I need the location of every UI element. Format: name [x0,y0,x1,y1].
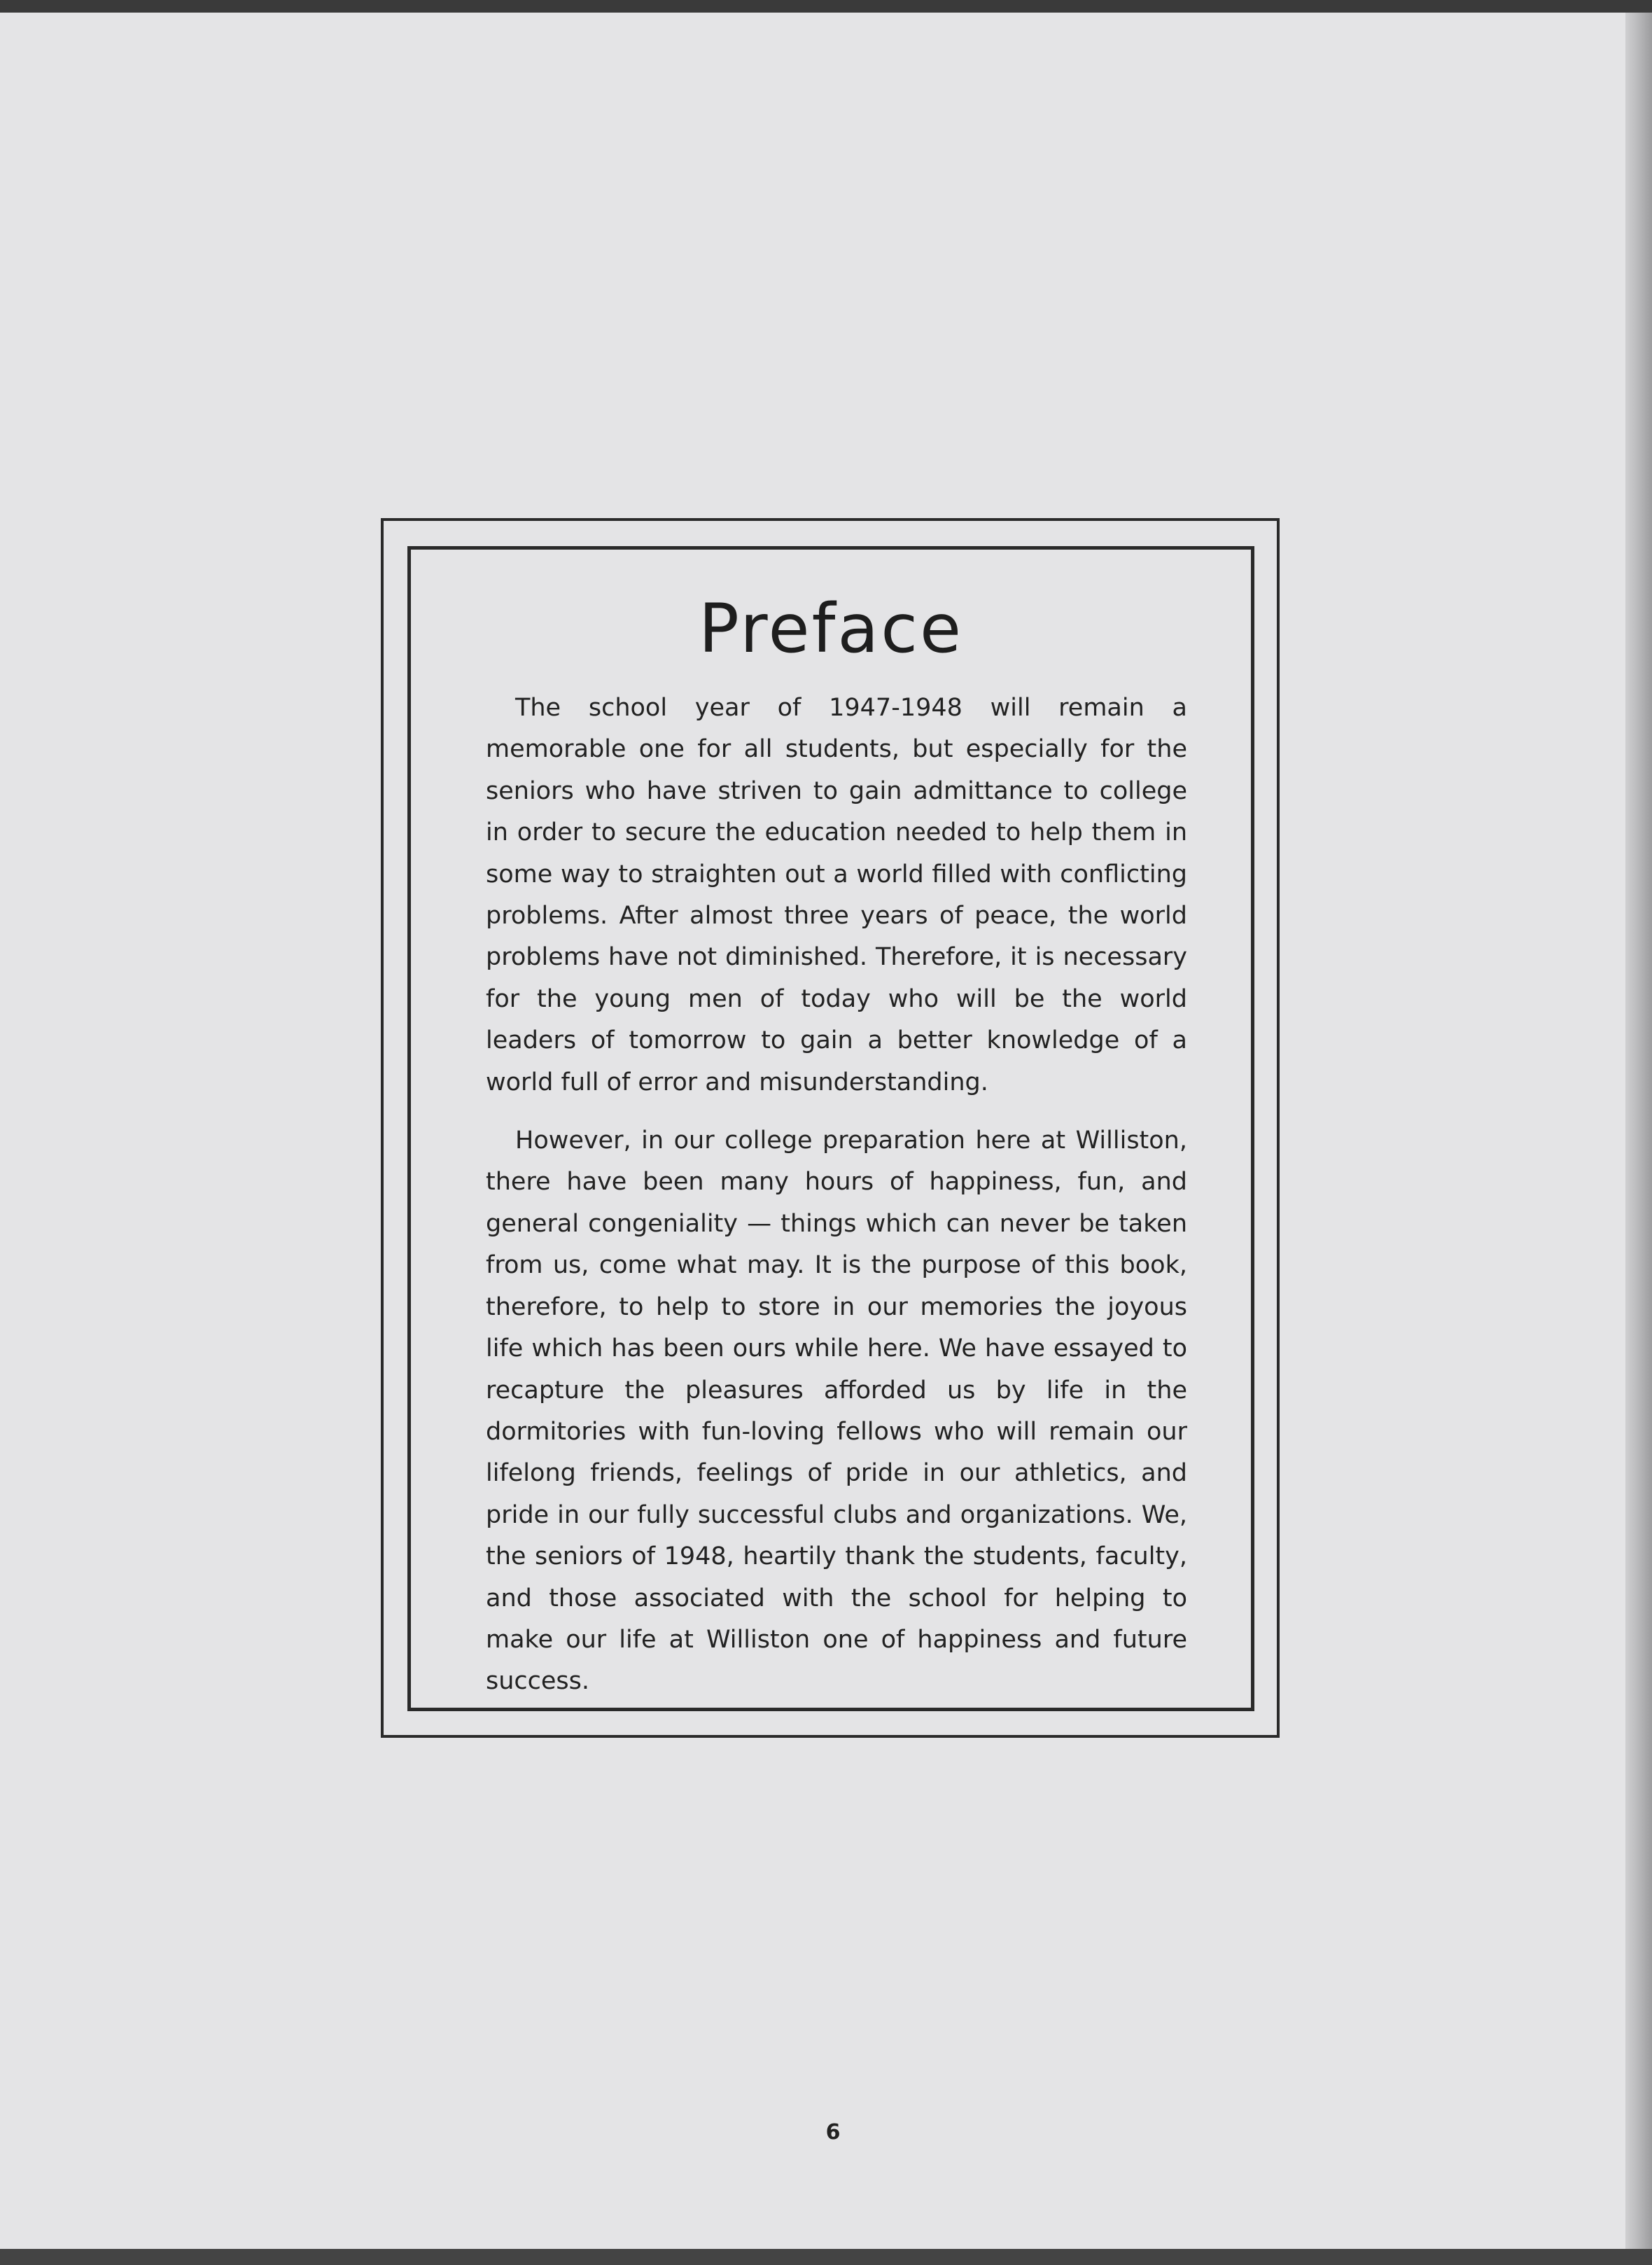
page-title: Preface [698,590,964,668]
paragraph-1: The school year of 1947-1948 will remain a memorable one for all students, but especially for the seniors who have striven to gain admittance to college in order to secure the education needed to help them in some way to straighten out a world filled with conflicting problems. After almost three years of peace, the world problems have not diminished. Therefore, it is necessary for the young men of today who will be the world leaders of tomorrow to gain a better knowledge of a world full of error and misunderstanding. [486,694,1187,1096]
scan-border [0,2249,1652,2265]
page-number: 6 [825,2120,841,2145]
preface-body [486,688,1187,1703]
paragraph-2: However, in our college preparation here at Williston, there have been many hours of happiness, fun, and general congeniality — things which can never be taken from us, come what may. It is the purpose of this book, therefore, to help to store in our memories the joyous life which has been ours while here. We have essayed to recapture the pleasures afforded us by life in the dormitories with fun-loving fellows who will remain our lifelong friends, feelings of pride in our athletics, and pride in our fully successful clubs and organizations. We, the seniors of 1948, heartily thank the students, faculty, and those associated with the school for helping to make our life at Williston one of happiness and future success. [486,1127,1187,1696]
page-edge [1625,13,1652,2249]
